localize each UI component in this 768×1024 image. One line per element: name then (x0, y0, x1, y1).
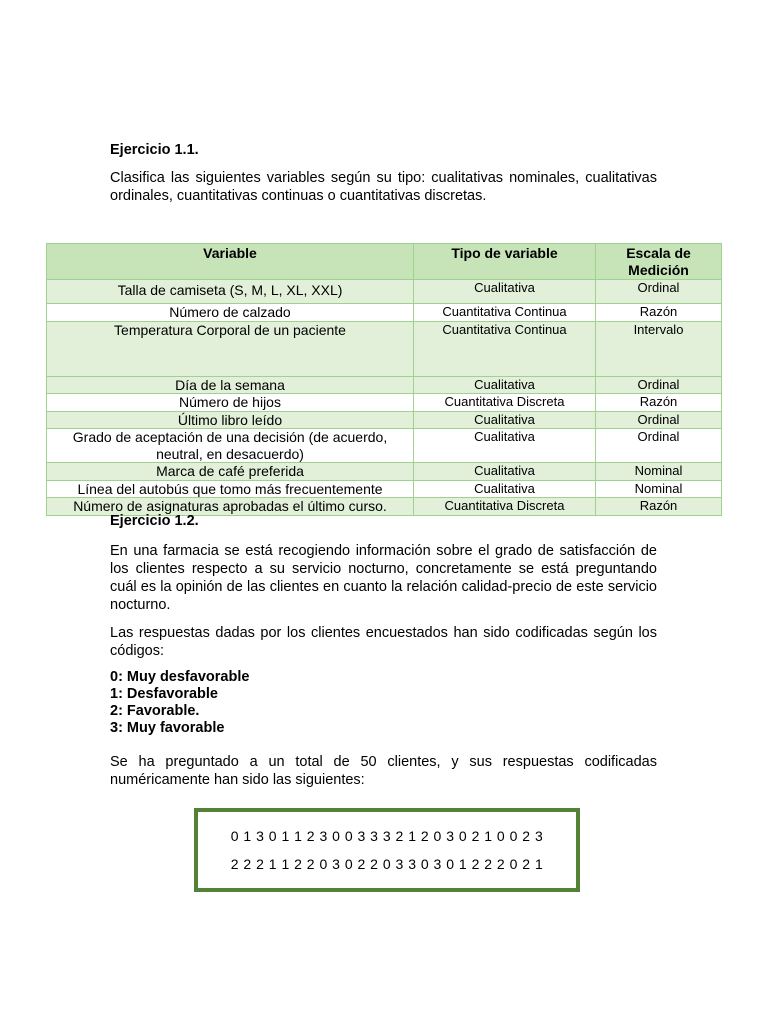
cell-tipo: Cualitativa (414, 376, 596, 394)
variables-table (46, 243, 722, 516)
code-item: 1: Desfavorable (110, 686, 218, 702)
exercise-1-2-title: Ejercicio 1.2. (110, 513, 199, 529)
header-escala: Escala de Medición (596, 244, 722, 280)
code-item: 0: Muy desfavorable (110, 669, 250, 685)
exercise-1-1-title: Ejercicio 1.1. (110, 142, 199, 158)
exercise-1-2-paragraph-3: Se ha preguntado a un total de 50 clientes, y sus respuestas codificadas numéricamente han sido las siguientes: (110, 754, 657, 788)
table-row (47, 321, 722, 376)
table-header-row (47, 244, 722, 280)
cell-variable: Número de calzado (47, 304, 414, 322)
code-item: 2: Favorable. (110, 703, 200, 719)
header-tipo: Tipo de variable (414, 244, 596, 280)
cell-variable: Día de la semana (47, 376, 414, 394)
cell-tipo: Cualitativa (414, 429, 596, 463)
cell-variable: Talla de camiseta (S, M, L, XL, XXL) (47, 280, 414, 304)
cell-escala: Nominal (596, 463, 722, 481)
cell-tipo: Cualitativa (414, 463, 596, 481)
cell-tipo: Cuantitativa Continua (414, 321, 596, 376)
cell-escala: Ordinal (596, 376, 722, 394)
header-variable: Variable (47, 244, 414, 280)
table-row (47, 429, 722, 463)
cell-tipo: Cualitativa (414, 280, 596, 304)
cell-tipo: Cuantitativa Continua (414, 304, 596, 322)
cell-escala: Ordinal (596, 411, 722, 429)
table-row (47, 280, 722, 304)
table-row (47, 411, 722, 429)
cell-tipo: Cuantitativa Discreta (414, 394, 596, 412)
cell-variable: Número de asignaturas aprobadas el último curso. (47, 498, 414, 516)
cell-tipo: Cuantitativa Discreta (414, 498, 596, 516)
cell-escala: Razón (596, 394, 722, 412)
table-row (47, 394, 722, 412)
exercise-1-1-instructions: Clasifica las siguientes variables según su tipo: cualitativas nominales, cualitativas ordinales, cuantitativas continuas o cuantitativas discretas. (110, 170, 657, 204)
cell-escala: Ordinal (596, 280, 722, 304)
cell-escala: Razón (596, 304, 722, 322)
codes-list (110, 669, 249, 737)
code-item: 3: Muy favorable (110, 720, 225, 736)
cell-tipo: Cualitativa (414, 480, 596, 498)
cell-variable: Temperatura Corporal de un paciente (47, 321, 414, 376)
exercise-1-2-paragraph-2: Las respuestas dadas por los clientes encuestados han sido codificadas según los códigos: (110, 625, 657, 659)
table-row (47, 304, 722, 322)
responses-data-box (194, 808, 580, 892)
cell-escala: Intervalo (596, 321, 722, 376)
data-line: 2 2 2 1 1 2 2 0 3 0 2 2 0 3 3 0 3 0 1 2 2 2 0 2 1 (230, 856, 544, 872)
table-row (47, 463, 722, 481)
cell-escala: Nominal (596, 480, 722, 498)
cell-variable: Último libro leído (47, 411, 414, 429)
cell-escala: Razón (596, 498, 722, 516)
exercise-1-2-paragraph-1: En una farmacia se está recogiendo información sobre el grado de satisfacción de los clientes respecto a su servicio nocturno, concretamente se está preguntando cuál es la opinión de las clientes en cuanto la relación calidad-precio de este servicio nocturno. (110, 543, 657, 613)
cell-tipo: Cualitativa (414, 411, 596, 429)
cell-variable: Número de hijos (47, 394, 414, 412)
cell-variable: Marca de café preferida (47, 463, 414, 481)
cell-variable: Línea del autobús que tomo más frecuentemente (47, 480, 414, 498)
cell-variable: Grado de aceptación de una decisión (de acuerdo, neutral, en desacuerdo) (47, 429, 414, 463)
table-row (47, 376, 722, 394)
table-row (47, 480, 722, 498)
data-line: 0 1 3 0 1 1 2 3 0 0 3 3 3 2 1 2 0 3 0 2 1 0 0 2 3 (230, 828, 544, 844)
cell-escala: Ordinal (596, 429, 722, 463)
